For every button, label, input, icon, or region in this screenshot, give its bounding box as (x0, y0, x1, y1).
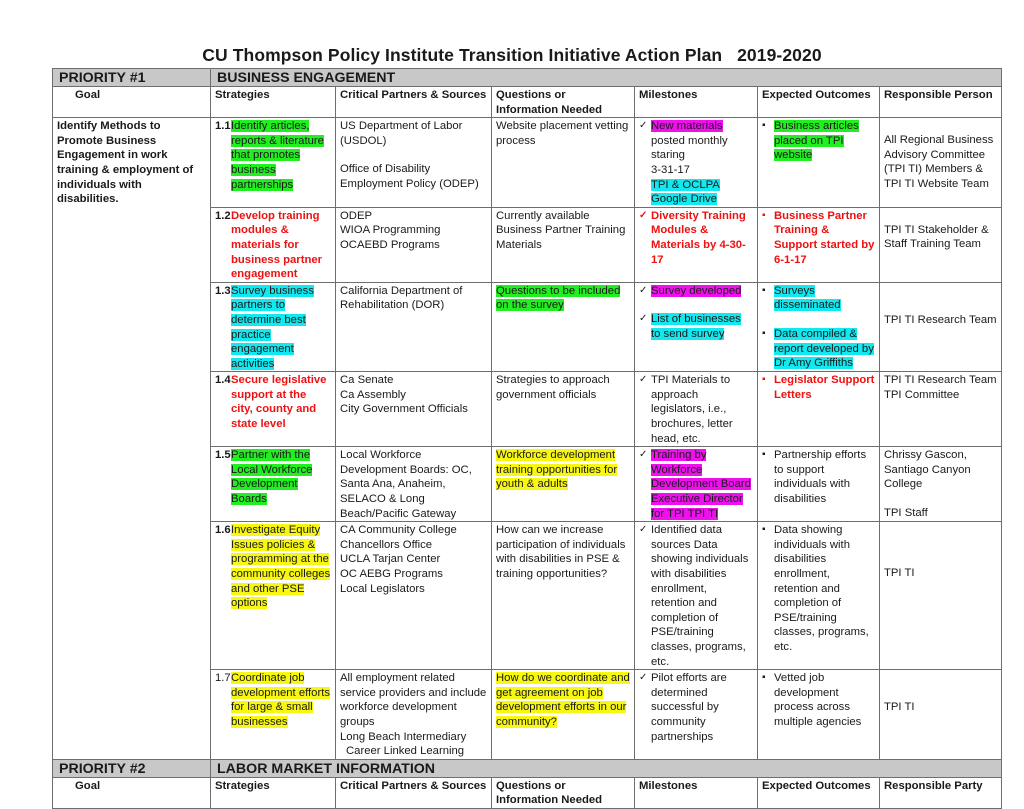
questions-cell (492, 447, 635, 522)
responsible-cell: All Regional Business Advisory Committee (TPI TI) Members & TPI TI Website Team (880, 118, 1002, 208)
questions-cell (492, 282, 635, 372)
strategy-text: Investigate Equity Issues policies & programming at the community colleges and other PSE options (231, 524, 331, 610)
question-text: How do we coordinate and get agreement on job development efforts in our community? (496, 672, 630, 728)
header-partners: Critical Partners & Sources (336, 87, 492, 118)
partners-cell: California Department of Rehabilitation (DOR) (336, 282, 492, 372)
milestones-cell (635, 118, 758, 208)
strategy-number: 1.6 (215, 524, 231, 537)
outcome-text: Surveys disseminated (774, 284, 841, 312)
header-outcomes: Expected Outcomes (758, 87, 880, 118)
milestone-text: Survey developed (651, 284, 742, 297)
priority-name: LABOR MARKET INFORMATION (211, 759, 1002, 777)
milestones-cell (635, 670, 758, 760)
strategy-text: Secure legislative support at the city, county and state level (231, 374, 327, 431)
partner: Office of Disability Employment Policy (ODEP) (340, 163, 479, 190)
column-header-row (53, 87, 1002, 118)
partner: Chancellors Office (340, 538, 433, 551)
check-icon: ✓ (639, 313, 648, 325)
document-title: CU Thompson Policy Institute Transition Initiative Action Plan 2019-2020 (202, 45, 822, 65)
responsible-party: TPI Committee (884, 388, 960, 401)
strategy-cell (211, 207, 336, 282)
partner: Career Linked Learning (346, 745, 465, 758)
partners-cell (336, 522, 492, 670)
partner: Long Beach Intermediary (340, 730, 467, 743)
check-icon: ✓ (639, 209, 648, 221)
strategy-cell (211, 282, 336, 372)
header-questions: Questions or Information Needed (492, 777, 635, 808)
milestone-date: 3-31-17 (651, 163, 690, 176)
strategy-cell (211, 372, 336, 447)
milestone-text: posted monthly staring (651, 134, 728, 162)
partner: WIOA Programming (340, 224, 441, 237)
header-goal: Goal (53, 777, 211, 808)
header-responsible: Responsible Party (880, 777, 1002, 808)
milestones-cell (635, 447, 758, 522)
outcomes-cell (758, 670, 880, 760)
header-partners: Critical Partners & Sources (336, 777, 492, 808)
milestone-text: List of businesses to send survey (651, 313, 741, 340)
strategy-number: 1.4 (215, 374, 231, 387)
strategy-text: Coordinate job development efforts for large & small businesses (231, 672, 331, 728)
milestone-text: Training by Workforce Development Board Executive Director for TPI TPI TI (651, 449, 751, 520)
strategy-cell (211, 447, 336, 522)
header-strategies: Strategies (211, 87, 336, 118)
strategy-number: 1.3 (215, 284, 231, 297)
partners-cell (336, 118, 492, 208)
check-icon: ✓ (639, 524, 648, 536)
outcomes-cell (758, 447, 880, 522)
strategy-text: Identify articles, reports & literature that promotes business partnerships (231, 120, 324, 191)
milestones-cell (635, 522, 758, 670)
partner: CA Community College (340, 524, 457, 537)
question-text: Workforce development training opportunities for youth & adults (496, 449, 618, 491)
strategy-number: 1.2 (215, 209, 231, 222)
bullet-icon: ▪ (762, 209, 766, 221)
priority-name: BUSINESS ENGAGEMENT (211, 69, 1002, 87)
outcome-text: Legislator Support Letters (774, 374, 875, 401)
milestones-cell (635, 372, 758, 447)
outcomes-cell (758, 282, 880, 372)
outcomes-cell (758, 118, 880, 208)
partner: Ca Assembly (340, 388, 406, 401)
column-header-row (53, 777, 1002, 808)
header-milestones: Milestones (635, 777, 758, 808)
partner: OC AEBG Programs (340, 568, 443, 580)
outcomes-cell (758, 207, 880, 282)
outcome-text: Data compiled & report developed by Dr Amy Griffiths (774, 327, 874, 370)
questions-cell (492, 670, 635, 760)
strategy-text: Partner with the Local Workforce Development Boards (231, 449, 313, 506)
strategy-number: 1.1 (215, 120, 231, 133)
bullet-icon: ▪ (762, 120, 766, 132)
partners-cell (336, 670, 492, 760)
responsible-cell (880, 372, 1002, 447)
priority-label: PRIORITY #1 (53, 69, 211, 87)
strategy-number: 1.7 (215, 672, 231, 685)
partner: City Government Officials (340, 403, 468, 416)
partner: UCLA Tarjan Center (340, 553, 441, 566)
outcomes-cell (758, 372, 880, 447)
strategy-cell (211, 118, 336, 208)
header-responsible: Responsible Person (880, 87, 1002, 118)
partner: Local Legislators (340, 582, 425, 595)
partner: Ca Senate (340, 374, 394, 387)
strategy-number: 1.5 (215, 449, 231, 462)
responsible-cell: TPI TI (880, 522, 1002, 670)
check-icon: ✓ (639, 284, 648, 296)
question-text: Questions to be included on the survey (496, 284, 621, 312)
outcomes-cell (758, 522, 880, 670)
outcome-text: Business Partner Training & Support started by 6-1-17 (774, 209, 875, 266)
partner: ODEP (340, 209, 373, 222)
bullet-icon: ▪ (762, 327, 766, 339)
milestones-cell (635, 282, 758, 372)
goal-text: Identify Methods to Promote Business Engagement in work training & employment of individuals with disabilities. (53, 118, 211, 760)
bullet-icon: ▪ (762, 284, 766, 296)
action-plan-table (52, 68, 1002, 809)
responsible-cell: TPI TI Stakeholder & Staff Training Team (880, 207, 1002, 282)
partner: All employment related service providers and include workforce development groups (340, 672, 487, 728)
questions-cell: Website placement vetting process (492, 118, 635, 208)
outcome-text: Partnership efforts to support individuals with disabilities (774, 449, 867, 506)
check-icon: ✓ (639, 672, 648, 684)
milestones-cell (635, 207, 758, 282)
outcome-text: Vetted job development process across multiple agencies (774, 672, 862, 728)
outcome-text: Business articles placed on TPI website (774, 120, 859, 162)
milestone-text: Diversity Training Modules & Materials by 4-30-17 (651, 209, 746, 266)
header-goal: Goal (53, 87, 211, 118)
partner: US Department of Labor (USDOL) (340, 120, 463, 147)
partners-cell (336, 372, 492, 447)
priority-label: PRIORITY #2 (53, 759, 211, 777)
priority-band-2 (53, 759, 1002, 777)
priority-band-1 (53, 69, 1002, 87)
milestone-text: TPI Materials to approach legislators, i.e., brochures, letter head, etc. (651, 374, 733, 445)
milestone-text: Identified data sources Data showing individuals with disabilities enrollment, retention and completion of PSE/training classes, programs, etc. (651, 524, 749, 668)
header-strategies: Strategies (211, 777, 336, 808)
responsible-cell: TPI TI Research Team (880, 282, 1002, 372)
responsible-party: TPI Staff (884, 507, 928, 520)
strategy-text: Survey business partners to determine best practice engagement activities (231, 284, 314, 370)
strategy-cell (211, 670, 336, 760)
milestone-text: TPI & OCLPA Google Drive (651, 178, 720, 206)
questions-cell: Strategies to approach government officials (492, 372, 635, 447)
check-icon: ✓ (639, 449, 648, 461)
partners-cell: Local Workforce Development Boards: OC, Santa Ana, Anaheim, SELACO & Long Beach/Pacific Gateway (336, 447, 492, 522)
milestone-text: New materials (651, 120, 723, 133)
bullet-icon: ▪ (762, 449, 766, 461)
strategy-cell (211, 522, 336, 670)
responsible-party: TPI TI Research Team (884, 374, 997, 387)
responsible-party: Chrissy Gascon, Santiago Canyon College (884, 449, 971, 491)
check-icon: ✓ (639, 120, 648, 132)
bullet-icon: ▪ (762, 374, 766, 386)
partner: OCAEBD Programs (340, 238, 440, 251)
check-icon: ✓ (639, 374, 648, 386)
strategy-text: Develop training modules & materials for business partner engagement (231, 209, 323, 281)
header-milestones: Milestones (635, 87, 758, 118)
partners-cell (336, 207, 492, 282)
header-outcomes: Expected Outcomes (758, 777, 880, 808)
responsible-cell: TPI TI (880, 670, 1002, 760)
questions-cell: How can we increase participation of individuals with disabilities in PSE & training opportunities? (492, 522, 635, 670)
outcome-text: Data showing individuals with disabilities enrollment, retention and completion of PSE/training classes, programs, etc. (774, 524, 869, 653)
bullet-icon: ▪ (762, 672, 766, 684)
bullet-icon: ▪ (762, 524, 766, 536)
milestone-text: Pilot efforts are determined successful by community partnerships (651, 672, 727, 743)
responsible-cell (880, 447, 1002, 522)
table-row (53, 118, 1002, 208)
header-questions: Questions or Information Needed (492, 87, 635, 118)
questions-cell: Currently available Business Partner Training Materials (492, 207, 635, 282)
